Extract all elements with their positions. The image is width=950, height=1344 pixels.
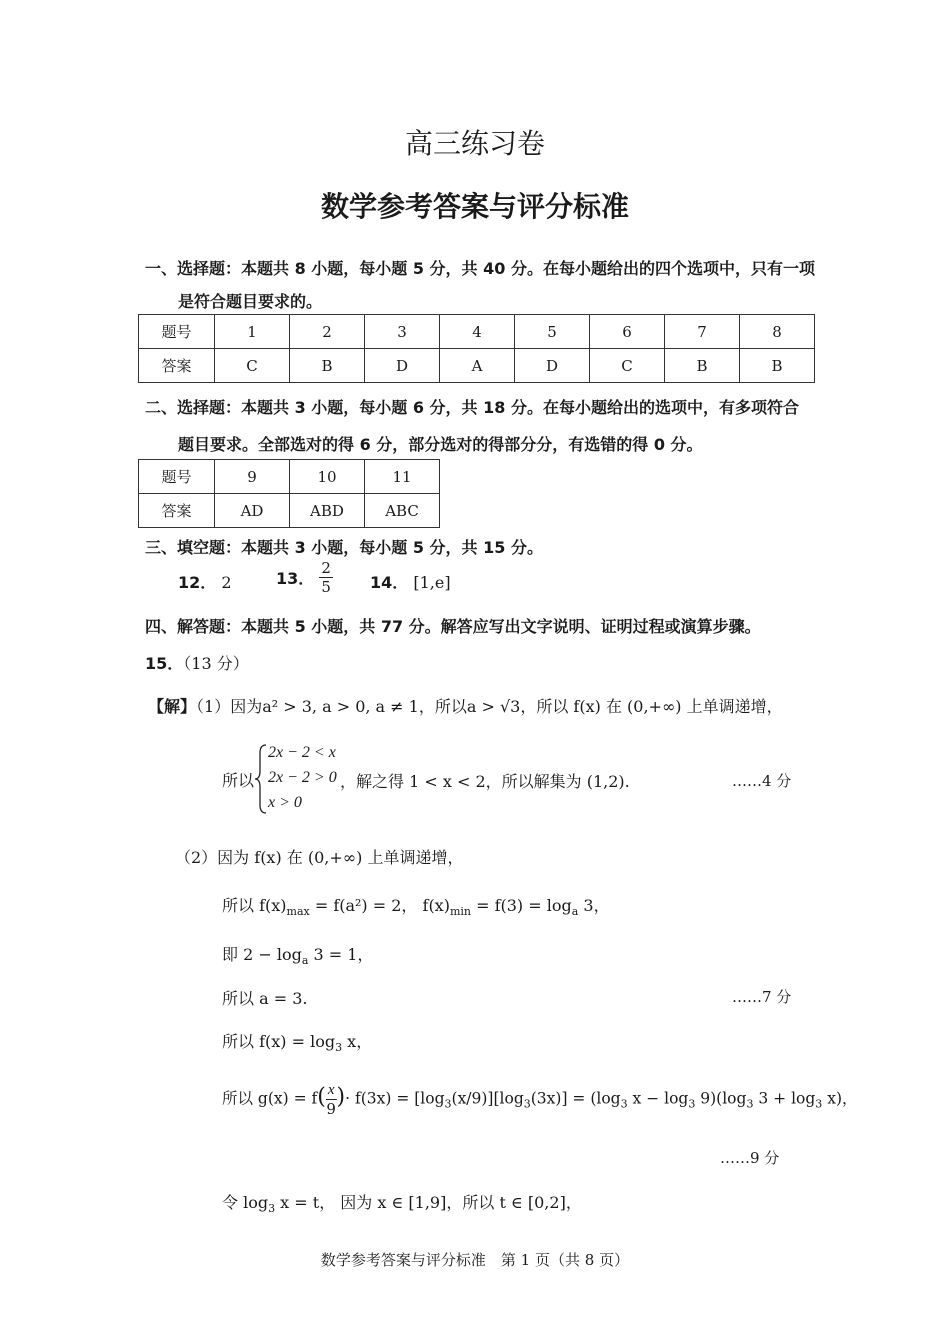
- math-text: x)，: [822, 1089, 858, 1108]
- table-row: [139, 349, 815, 383]
- q14-answer-line: [370, 570, 451, 593]
- subscript: 3: [815, 1097, 823, 1111]
- question-number: 5: [515, 315, 590, 349]
- section1-heading-line2: 是符合题目要求的。: [178, 292, 323, 311]
- part2-line-6: [222, 1190, 582, 1215]
- row-label: 题号: [139, 315, 215, 349]
- section1-heading-line1: 一、选择题：本题共 8 小题，每小题 5 分，共 40 分。在每小题给出的四个选项中，只有一项: [145, 259, 815, 278]
- math-text: · f(3x) = [log: [345, 1089, 445, 1108]
- math-text: 令 log: [222, 1193, 269, 1212]
- score-marker-9: ……9 分: [720, 1149, 780, 1167]
- part2-line-2: [222, 942, 373, 967]
- subscript: 3: [268, 1202, 276, 1216]
- fraction: [326, 1081, 337, 1118]
- section3-heading: 三、填空题：本题共 3 小题，每小题 5 分，共 15 分。: [145, 538, 543, 557]
- answer-cell: ABC: [365, 494, 440, 528]
- page-title: 高三练习卷: [404, 127, 545, 160]
- math-text: x − log: [627, 1089, 689, 1108]
- math-text: 3，: [578, 896, 610, 915]
- math-text: 所以 g(x) = f: [222, 1089, 318, 1108]
- part2-line-1: [222, 893, 610, 918]
- subscript: min: [449, 905, 471, 919]
- fraction-denominator: 9: [326, 1100, 336, 1118]
- question-number: 7: [665, 315, 740, 349]
- q13-answer-line: [276, 559, 333, 596]
- row-label: 答案: [139, 494, 215, 528]
- question-number: 9: [215, 460, 290, 494]
- row-label: 题号: [139, 460, 215, 494]
- q12-label: 12．: [178, 573, 217, 592]
- subscript: 3: [620, 1097, 628, 1111]
- q12-answer: 2: [221, 573, 232, 592]
- subscript: 3: [746, 1097, 754, 1111]
- math-text: x = t， 因为 x ∈ [1,9]，所以 t ∈ [0,2]，: [275, 1193, 582, 1212]
- q15-points: （13 分）: [183, 654, 249, 673]
- math-text: x，: [342, 1032, 373, 1051]
- q14-answer: [1,e]: [413, 573, 451, 592]
- section1-answer-table: [138, 314, 815, 383]
- question-number: 10: [290, 460, 365, 494]
- system-line-3: x > 0: [268, 794, 302, 811]
- answer-cell: A: [440, 349, 515, 383]
- math-text: = f(3) = log: [471, 896, 572, 915]
- q13-fraction: [319, 559, 333, 596]
- math-text: 所以 f(x) = log: [222, 1032, 336, 1051]
- table-row: [139, 494, 440, 528]
- table-row: [139, 315, 815, 349]
- math-text: 3 = 1，: [308, 945, 374, 964]
- left-brace-icon: [254, 743, 268, 815]
- answer-cell: D: [515, 349, 590, 383]
- question-number: 4: [440, 315, 515, 349]
- page-subtitle: 数学参考答案与评分标准: [320, 190, 629, 223]
- part2-line-3: 所以 a = 3.: [222, 989, 308, 1008]
- math-text: (x/9)][log: [451, 1089, 524, 1108]
- system-line-1: 2x − 2 < x: [268, 744, 336, 761]
- question-number: 6: [590, 315, 665, 349]
- math-text: 9)(log: [695, 1089, 747, 1108]
- subscript: 3: [335, 1041, 343, 1055]
- answer-cell: D: [365, 349, 440, 383]
- subscript: a: [571, 905, 579, 919]
- q13-denominator: 5: [321, 578, 331, 596]
- section2-heading-line2: 题目要求。全部选对的得 6 分，部分选对的得部分分，有选错的得 0 分。: [178, 435, 703, 454]
- fraction-numerator: x: [327, 1082, 335, 1098]
- q13-numerator: 2: [321, 559, 331, 577]
- answer-cell: C: [215, 349, 290, 383]
- score-marker-7: ……7 分: [732, 988, 792, 1006]
- section2-heading-line1: 二、选择题：本题共 3 小题，每小题 6 分，共 18 分。在每小题给出的选项中，有多项符合: [145, 398, 799, 417]
- part1-line: [148, 694, 783, 717]
- question-number: 1: [215, 315, 290, 349]
- subscript: a: [301, 954, 309, 968]
- system-line-2: 2x − 2 > 0: [268, 769, 337, 786]
- row-label: 答案: [139, 349, 215, 383]
- q13-label: 13．: [276, 569, 315, 588]
- part1-prefix: 所以: [222, 771, 255, 790]
- math-text: 所以 f(x): [222, 896, 287, 915]
- math-text: = f(a²) = 2， f(x): [309, 896, 450, 915]
- answer-cell: AD: [215, 494, 290, 528]
- q15-label: 15．: [145, 654, 184, 673]
- part2-line-4: [222, 1029, 372, 1054]
- math-text: 3 + log: [753, 1089, 816, 1108]
- part2-line: （2）因为 f(x) 在 (0,+∞) 上单调递增，: [175, 848, 464, 867]
- q14-label: 14．: [370, 573, 409, 592]
- section4-heading: 四、解答题：本题共 5 小题，共 77 分。解答应写出文字说明、证明过程或演算步骤。: [145, 617, 761, 636]
- math-text: 即 2 − log: [222, 945, 302, 964]
- part1-text: （1）因为a² > 3, a > 0, a ≠ 1，所以a > √3，所以 f(x) 在 (0,+∞) 上单调递增，: [196, 697, 783, 716]
- subscript: 3: [444, 1097, 452, 1111]
- table-row: [139, 460, 440, 494]
- answer-cell: ABD: [290, 494, 365, 528]
- question-number: 2: [290, 315, 365, 349]
- question-number: 11: [365, 460, 440, 494]
- q15-header: [145, 651, 249, 674]
- part1-conclusion: ，解之得 1 < x < 2，所以解集为 (1,2).: [340, 772, 630, 791]
- subscript: max: [286, 905, 310, 919]
- subscript: 3: [523, 1097, 531, 1111]
- answer-cell: C: [590, 349, 665, 383]
- answer-cell: B: [740, 349, 815, 383]
- subscript: 3: [688, 1097, 696, 1111]
- question-number: 3: [365, 315, 440, 349]
- page-footer: 数学参考答案与评分标准 第 1 页（共 8 页）: [320, 1251, 630, 1269]
- part2-line-5: 所以 g(x) = f( $\frac{x}{9}$ )· $f(3x) = [\log_3(x/9)][\log_3(3x)] = (\log_3$ $x - \log_3 9)(\log_3$ $3 + \log_3 x$)，: [222, 1082, 858, 1118]
- solution-tag: 【解】: [148, 697, 197, 716]
- question-number: 8: [740, 315, 815, 349]
- section2-answer-table: [138, 459, 440, 528]
- score-marker-4: ……4 分: [732, 772, 792, 790]
- answer-cell: B: [665, 349, 740, 383]
- answer-cell: B: [290, 349, 365, 383]
- q12-answer-line: [178, 570, 232, 593]
- math-text: (3x)] = (log: [530, 1089, 621, 1108]
